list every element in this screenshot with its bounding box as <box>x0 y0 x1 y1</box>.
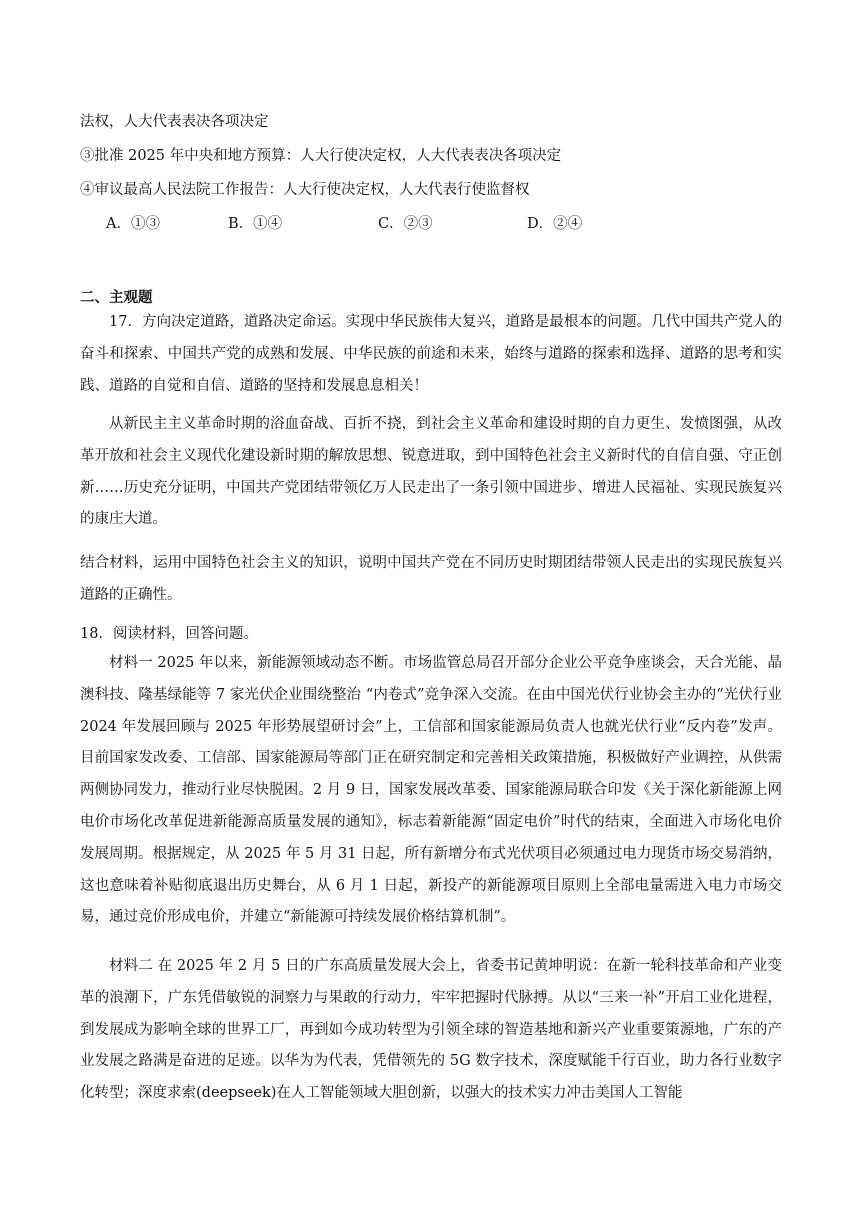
option-b: B．①④ <box>228 216 283 232</box>
q18-intro: 18．阅读材料，回答问题。 <box>80 626 258 642</box>
q17-material: 从新民主主义革命时期的浴血奋战、百折不挠，到社会主义革命和建设时期的自力更生、发愤图强，从改革开放和社会主义现代化建设新时期的解放思想、锐意进取，到中国特色社会主义新时代的自信自强、守正创新……历史充分证明，中国共产党团结带领亿万人民走出了一条引领中国进步、增进人民福祉、实现民族复兴的康庄大道。 <box>80 416 782 528</box>
prev-question-item-3: ③批准 2025 年中央和地方预算：人大行使决定权，人大代表表决各项决定 <box>80 148 562 164</box>
option-a: A．①③ <box>106 216 160 232</box>
option-c: C．②③ <box>378 216 433 232</box>
q18-material-2: 材料二 在 2025 年 2 月 5 日的广东高质量发展大会上，省委书记黄坤明说：在新一轮科技革命和产业变革的浪潮下，广东凭借敏锐的洞察力与果敢的行动力，牢牢把握时代脉搏。从以“三来一补”开启工业化进程，到发展成为影响全球的世界工厂，再到如今成功转型为引领全球的智造基地和新兴产业重要策源地，广东的产业发展之路满是奋进的足迹。以华为为代表，凭借领先的 5G 数字技术，深度赋能千行百业，助力各行业数字化转型；深度求索(deepseek)在人工智能领域大胆创新，以强大的技术实力冲击美国人工智能 <box>80 958 782 1102</box>
q17-question: 结合材料，运用中国特色社会主义的知识，说明中国共产党在不同历史时期团结带领人民走出的实现民族复兴道路的正确性。 <box>80 555 782 603</box>
q17-stem: 17．方向决定道路，道路决定命运。实现中华民族伟大复兴，道路是最根本的问题。几代中国共产党人的奋斗和探索、中国共产党的成熟和发展、中华民族的前途和未来，始终与道路的探索和选择、道路的思考和实践、道路的自觉和自信、道路的坚持和发展息息相关！ <box>80 314 782 394</box>
q18-material-1: 材料一 2025 年以来，新能源领域动态不断。市场监管总局召开部分企业公平竞争座谈会，天合光能、晶澳科技、隆基绿能等 7 家光伏企业围绕整治 “内卷式”竞争深入交流。在由中国光伏行业协会主办的“光伏行业 2024 年发展回顾与 2025 年形势展望研讨会”上，工信部和国家能源局负责人也就光伏行业“反内卷”发声。目前国家发改委、工信部、国家能源局等部门正在研究制定和完善相关政策措施，积极做好产业调控，从供需两侧协同发力，推动行业尽快脱困。2 月 9 日，国家发展改革委、国家能源局联合印发《关于深化新能源上网电价市场化改革促进新能源高质量发展的通知》，标志着新能源“固定电价”时代的结束，全面进入市场化电价发展周期。根据规定，从 2025 年 5 月 31 日起，所有新增分布式光伏项目必须通过电力现货市场交易消纳，这也意味着补贴彻底退出历史舞台，从 6 月 1 日起，新投产的新能源项目原则上全部电量需进入电力市场交易，通过竞价形成电价，并建立“新能源可持续发展价格结算机制”。 <box>80 655 782 926</box>
prev-question-continuation: 法权，人大代表表决各项决定 <box>80 114 269 130</box>
section-title: 二、主观题 <box>80 289 153 306</box>
prev-question-item-4: ④审议最高人民法院工作报告：人大行使决定权，人大代表行使监督权 <box>80 182 530 198</box>
option-d: D．②④ <box>527 216 583 232</box>
